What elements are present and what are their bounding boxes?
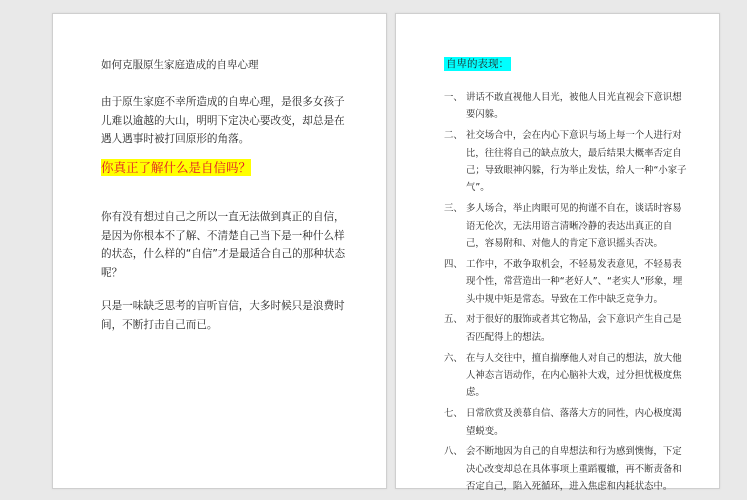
- list-item-number: 一、: [444, 92, 463, 103]
- list-item: [444, 200, 690, 252]
- list-item-text: 讲话不敢直视他人目光，被他人目光直视会下意识想要闪躲。: [466, 92, 682, 121]
- intro-paragraph: 由于原生家庭不幸所造成的自卑心理，是很多女孩子儿难以逾越的大山，明明下定决心要改变，却总是在遇人遇事时被打回原形的角落。: [101, 96, 345, 145]
- question-paragraph: 你有没有想过自己之所以一直无法做到真正的自信，是因为你根本不了解、不清楚自己当下是一种什么样的状态，什么样的“自信”才是最适合自己的那种状态呢？: [101, 211, 346, 279]
- document-title: 如何克服原生家庭造成的自卑心理: [101, 59, 259, 71]
- list-item-text: 日常欣赏及羡慕自信、落落大方的同性，内心极度渴望蜕变。: [466, 408, 682, 437]
- list-item: [444, 443, 690, 495]
- highlighted-symptoms-heading: 自卑的表现：: [446, 58, 509, 70]
- highlighted-heading-text: 你真正了解什么是自信吗？: [101, 160, 252, 175]
- list-item-text: 在与人交往中，擅自揣摩他人对自己的想法，放大他人神态言语动作，在内心脑补大戏，过分担忧极度焦虑。: [466, 352, 682, 399]
- section-heading: [101, 159, 251, 177]
- document-page-right: [395, 13, 720, 493]
- list-item-number: 七、: [444, 408, 463, 420]
- list-item-text: 会不断地因为自己的自卑想法和行为感到懊悔，下定决心改变却总在具体事项上重蹈覆辙，再不断责备和否定自己，陷入死循环，进入焦虑和内耗状态中。: [466, 446, 682, 493]
- document-page-left: [52, 13, 387, 489]
- list-item-number: 六、: [444, 352, 463, 364]
- list-item: [444, 350, 690, 402]
- list-item-number: 八、: [444, 446, 463, 458]
- list-item: [444, 89, 690, 124]
- closing-paragraph: 只是一味缺乏思考的盲听盲信，大多时候只是浪费时间，不断打击自己而已。: [101, 300, 345, 331]
- list-item-number: 三、: [444, 203, 463, 215]
- symptoms-heading: [444, 57, 511, 72]
- list-item: [444, 311, 690, 346]
- list-item-text: 社交场合中，会在内心下意识与场上每一个人进行对比，往往将自己的缺点放大，最后结果大概率否定自己；导致眼神闪躲，行为举止发怯，给人一种“小家子气”。: [466, 130, 687, 194]
- list-item: [444, 127, 690, 197]
- list-item-number: 四、: [444, 258, 463, 270]
- list-item-number: 五、: [444, 314, 463, 326]
- list-item-number: 二、: [444, 130, 463, 142]
- list-item-text: 对于很好的服饰或者其它物品，会下意识产生自己是否匹配得上的想法。: [466, 314, 682, 343]
- list-item-text: 多人场合，举止肉眼可见的拘谨不自在，谈话时容易语无伦次，无法用语言清晰冷静的表达出真正的自己，容易附和、对他人的肯定下意识摇头否决。: [466, 203, 682, 250]
- list-item-text: 工作中，不敢争取机会，不轻易发表意见，不轻易表现个性，常营造出一种“老好人”、“老实人”形象，埋头中规中矩是常态。导致在工作中缺乏竞争力。: [466, 258, 683, 305]
- symptoms-list: [444, 89, 690, 499]
- list-item: [444, 256, 690, 308]
- list-item: [444, 405, 690, 440]
